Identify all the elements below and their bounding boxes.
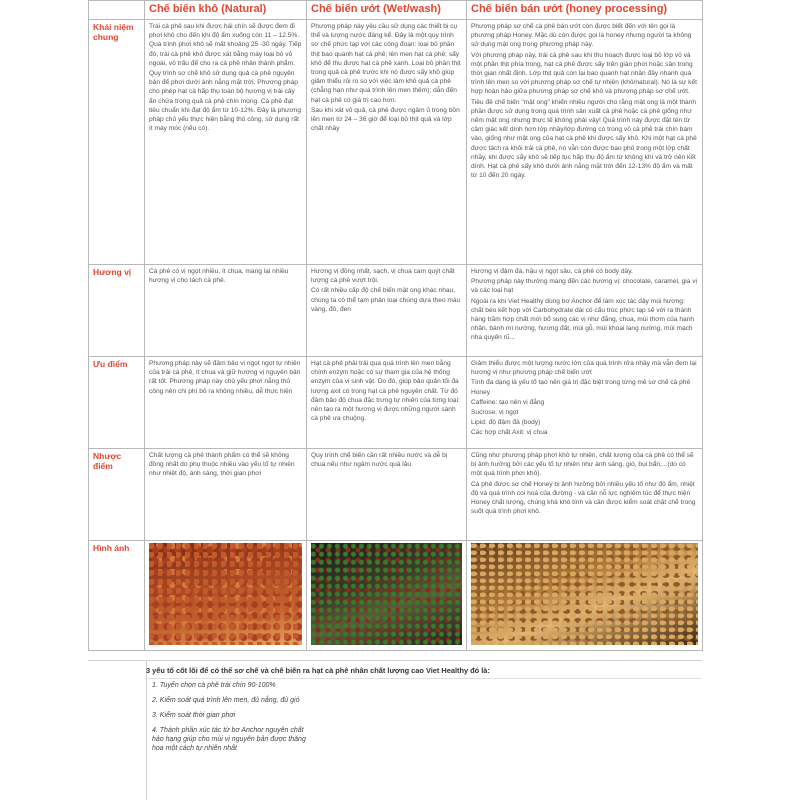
concept-honey-cell: [467, 20, 703, 265]
paragraph: Cà phê được sơ chế Honey bị ảnh hưởng bởi nhiều yếu tố như độ ẩm, nhiệt độ và quá trình coi hoá của đường - và cần nỗ lực nghiêm túc để thực hiện Honey chất lượng, chúng khá khó tính và cần được kiểm soát chặt chẽ trong suốt quá trình phơi khô.: [471, 480, 696, 516]
header-honey: Chế biến bán ướt (honey processing): [467, 1, 703, 20]
key-factors-section: [146, 666, 566, 759]
cons-wet-cell: [307, 449, 467, 541]
flavor-natural-cell: [145, 265, 307, 357]
paragraph: Sau khi xát vỏ quả, cà phê được ngâm ủ trong bồn lên men từ 24 – 36 giờ để loại bỏ thịt quả và lớp chất nhầy: [311, 106, 460, 133]
paragraph: Hương vị đồng nhất, sạch, vị chua cam quýt chất lượng cà phê vượt trội.: [311, 268, 455, 285]
paragraph: Hương vị đậm đà, hậu vị ngọt sâu, cà phê có body dày.: [471, 268, 633, 275]
cons-honey-cell: [467, 449, 703, 541]
paragraph: Hạt cà phê phải trải qua quá trình lên men bằng chính enzym hoặc có sự tham gia của hệ thống enzym của vi sinh vật. Do đó, giúp bảo quản tối đa lượng axit có trong hạt cà phê nguyên chất. Từ đó đảm bảo độ chua đặc trưng tự nhiên của từng loại; nên tạo ra một hương vị được những người sành cà phê ưa chuộng.: [311, 360, 460, 423]
key-factor-item: 2. Kiểm soát quá trình lên men, đủ nắng, đủ gió: [152, 697, 300, 704]
pros-wet-cell: [307, 357, 467, 449]
honey-drying-photo: [471, 543, 698, 645]
paragraph: Trái cà phê sau khi được hái chín sẽ được đem đi phơi khô cho đến khi độ ẩm xuống còn 11 – 12.5%. Quá trình phơi khô sẽ mất khoảng 25 -30 ngày. Tiếp đó, trái cà phê khô được xát bằng máy loại bỏ vỏ ngoài, vỏ trấu để cho ra cà phê nhân thành phẩm.: [149, 23, 302, 67]
row-label-flavor: Hương vị: [89, 265, 145, 357]
key-factors-title: 3 yếu tố cốt lõi để có thể sơ chế và chế biến ra hạt cà phê nhân chất lượng cao Viet Healthy đó là:: [146, 666, 490, 675]
header-wet: Chế biến ướt (Wet/wash): [307, 1, 467, 20]
paragraph: Tính đa dạng là yếu tố tạo nên giá trị đặc biệt trong từng mẻ sơ chế cà phê Honey: [471, 379, 691, 396]
key-factor-item: 3. Kiểm soát thời gian phơi: [152, 712, 236, 719]
pros-honey-cell: [467, 357, 703, 449]
paragraph: Phương pháp này yêu cầu sử dụng các thiết bị cụ thể và lượng nước đáng kể. Đây là một quy trình sơ chế phức tạp với các công đoạn: loại bỏ phần thịt bao quanh hạt cà phê; lên men hạt cà phê; sấy khô để thu được hạt cà phê xanh. Loại bỏ phần thịt trong quả cà phê trước khi nó được sấy khô giúp giảm thiểu rủi ro so với việc làm khô quả cà phê (chẳng hạn như quá trình lên men thêm); dẫn đến hạt cà phê có giá trị cao hơn.: [311, 23, 461, 104]
paragraph: Sucrose: vị ngọt: [471, 409, 519, 417]
row-label-image: Hình ảnh: [89, 541, 145, 651]
paragraph: Giảm thiểu được một lượng nước lớn của quá trình rửa nhầy mà vẫn đem lại hương vị như phương pháp chế biến ướt: [471, 360, 697, 377]
header-natural: Chế biến khô (Natural): [145, 1, 307, 20]
paragraph: Lipid: độ đậm đà (body): [471, 419, 541, 427]
pros-natural-cell: [145, 357, 307, 449]
paragraph: Có rất nhiều cấp độ chế biến mật ong khác nhau, chúng ta có thể tạm phân loại chúng dựa theo màu vàng, đỏ, đen: [311, 287, 461, 313]
key-factor-item: 1. Tuyển chọn cà phê trái chín 90-100%: [152, 682, 276, 689]
paragraph: Phương pháp sơ chế cà phê bán ướt còn được biết đến với tên gọi là phương pháp Honey. Mặc dù còn được gọi là honey nhưng người ta không sử dụng mật ong trong phương pháp này.: [471, 23, 692, 49]
paragraph: Tiêu đề chế biến "mật ong" khiến nhiều người cho rằng mật ong là một thành phần được sử dụng trong quá trình sản xuất cà phê hoặc cà phê giống như nếm mật ong nhưng thực tế không phải vậy! Quá trình này được đặt tên từ cảm giác kết dính hơn lớp nhầy/lớp đường có trong vỏ cà phê trái chín bám vào, giống như mật ong của hạt cà phê khi được sấy khô. Khi một hạt cà phê được tách ra khỏi trái cà phê, nó vẫn còn được bao phủ trong một lớp chất nhầy, khi được sấy khô sẽ tiếp tục hấp thụ độ ẩm từ không khí và trở nên kết dính. Hạt cà phê sấy khô dưới ánh nắng mặt trời đến 12-13% độ ẩm và mất từ 10 đến 20 ngày.: [471, 98, 697, 180]
cons-natural-cell: [145, 449, 307, 541]
paragraph: Caffeine: tạo nên vị đắng: [471, 398, 545, 406]
natural-drying-photo: [149, 543, 302, 645]
concept-wet-cell: [307, 20, 467, 265]
comparison-table: [88, 0, 703, 651]
wet-washing-photo: [311, 543, 462, 645]
row-label-cons: Nhược điểm: [89, 449, 145, 541]
key-factors-list: [146, 681, 566, 753]
concept-natural-cell: [145, 20, 307, 265]
flavor-wet-cell: [307, 265, 467, 357]
paragraph: Phương pháp này thường mang đến các hương vị: chocolate, caramel, gia vị và các loại hạt: [471, 278, 697, 295]
corner-cell: [89, 1, 145, 20]
paragraph: Chất lượng cà phê thành phẩm có thể sẽ không đồng nhất do phụ thuộc nhiều vào yếu tố tự nhiên như nhiệt độ, ánh sáng, thời gian phơi: [149, 452, 295, 478]
paragraph: Quy trình sơ chế khô sử dụng quả cà phê nguyên bản để phơi dưới ánh nắng mặt trời. Phương pháp cho phép hạt cà hấp thụ toàn bộ hương vị trái cây ẩn chứa trong quả cà phê chín mọng. Cà phê đạt tiêu chuẩn khi đạt độ ẩm từ 10-12%. Đây là phương pháp chủ yếu thực hiện bằng thủ công, sử dụng rất ít máy móc (nếu có).: [149, 70, 302, 133]
key-factor-item: 4. Thành phần xúc tác từ bơ Anchor nguyên chất hảo hạng giúp cho mùi vị nguyên bản được thăng hoa một cách tự nhiên nhất: [152, 727, 306, 752]
paragraph: Phương pháp này sẽ đảm bảo vị ngọt ngọt tự nhiên của trái cà phê, ít chua và giữ hương vị nguyên bản rất tốt. Phương pháp này chủ yếu phơi nắng thủ công nên chi phí bỏ ra không nhiều, dễ thực hiện: [149, 360, 301, 395]
row-label-concept: Khái niệm chung: [89, 20, 145, 265]
paragraph: Cà phê có vị ngọt nhiều, ít chua, mang lại nhiều hương vị cho tách cà phê.: [149, 268, 289, 285]
flavor-honey-cell: [467, 265, 703, 357]
footer-divider: [88, 660, 702, 661]
row-label-pros: Ưu điểm: [89, 357, 145, 449]
paragraph: Ngoài ra khi Viet Healthy dùng bơ Anchor để làm xúc tác dậy mùi hương: chất béo kết hợp với Carbohydrate dài có cấu trúc phức tạp sẽ với ra thành hàng trăm hợp chất mới bổ sung các vị như đắng, chua, mùi thơm của hạnh nhân, bánh mì nướng, hương đất, mùi gỗ, mùi khoai lang nướng, mùi mạch nha quyến rũ...: [471, 297, 695, 342]
paragraph: Với phương pháp này, trái cà phê sau khi thu hoạch được loại bỏ lớp vỏ và một phần thịt phía trong, hạt cà phê được sấy trên giàn phơi hoặc sân trong thời gian nhất định. Lớp thịt quả còn lại bao quanh hạt nhân đầy nhanh quá trình lên men so với phương pháp sơ chế tự nhiên (khô/natural). Nó là sự kết hợp hoàn hảo giữa phương pháp sơ chế khô và phương pháp sơ chế ướt.: [471, 51, 697, 96]
paragraph: Cũng như phương pháp phơi khô tự nhiên, chất lượng của cà phê có thể sẽ bị ảnh hưởng bởi các yếu tố tự nhiên như ánh sáng, gió, bụi bẩn,...(do có một quá trình phơi khô).: [471, 452, 694, 478]
paragraph: Các hợp chất Axit: vị chua: [471, 429, 548, 437]
paragraph: Quy trình chế biến cần rất nhiều nước và dễ bị chua nếu như ngâm nước quá lâu: [311, 452, 448, 469]
